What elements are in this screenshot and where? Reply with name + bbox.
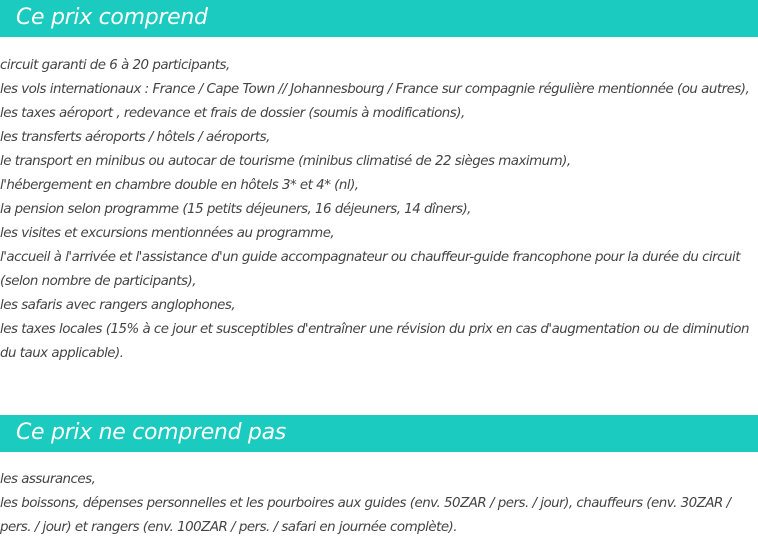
section-title-excludes: Ce prix ne comprend pas <box>16 420 286 445</box>
list-item: les visites et excursions mentionnées au programme, <box>0 226 335 241</box>
list-item: l'accueil à l'arrivée et l'assistance d'un guide accompagnateur ou chauffeur-guide francophone pour la durée du circuit <box>0 250 740 265</box>
list-item: l'hébergement en chambre double en hôtels 3* et 4* (nl), <box>0 178 359 193</box>
list-item: les safaris avec rangers anglophones, <box>0 298 236 313</box>
list-item: les assurances, <box>0 472 96 487</box>
list-item: les taxes aéroport , redevance et frais de dossier (soumis à modifications), <box>0 106 465 121</box>
list-item: du taux applicable). <box>0 346 124 361</box>
list-item: circuit garanti de 6 à 20 participants, <box>0 58 230 73</box>
list-item: les transferts aéroports / hôtels / aéroports, <box>0 130 270 145</box>
list-item: pers. / jour) et rangers (env. 100ZAR / pers. / safari en journée complète). <box>0 520 458 535</box>
section-header-excludes <box>0 415 758 452</box>
list-item: les vols internationaux : France / Cape Town // Johannesbourg / France sur compagnie régulière mentionnée (ou autres), <box>0 82 750 97</box>
section-title-includes: Ce prix comprend <box>16 5 208 30</box>
list-item: la pension selon programme (15 petits déjeuners, 16 déjeuners, 14 dîners), <box>0 202 471 217</box>
section-header-includes <box>0 0 758 37</box>
list-item: (selon nombre de participants), <box>0 274 196 289</box>
list-item: les boissons, dépenses personnelles et les pourboires aux guides (env. 50ZAR / pers. / jour), chauffeurs (env. 30ZAR / <box>0 496 731 511</box>
list-item: le transport en minibus ou autocar de tourisme (minibus climatisé de 22 sièges maximum), <box>0 154 571 169</box>
list-item: les taxes locales (15% à ce jour et susceptibles d'entraîner une révision du prix en cas d'augmentation ou de diminution <box>0 322 749 337</box>
excludes-list <box>0 468 758 540</box>
includes-list <box>0 54 758 366</box>
